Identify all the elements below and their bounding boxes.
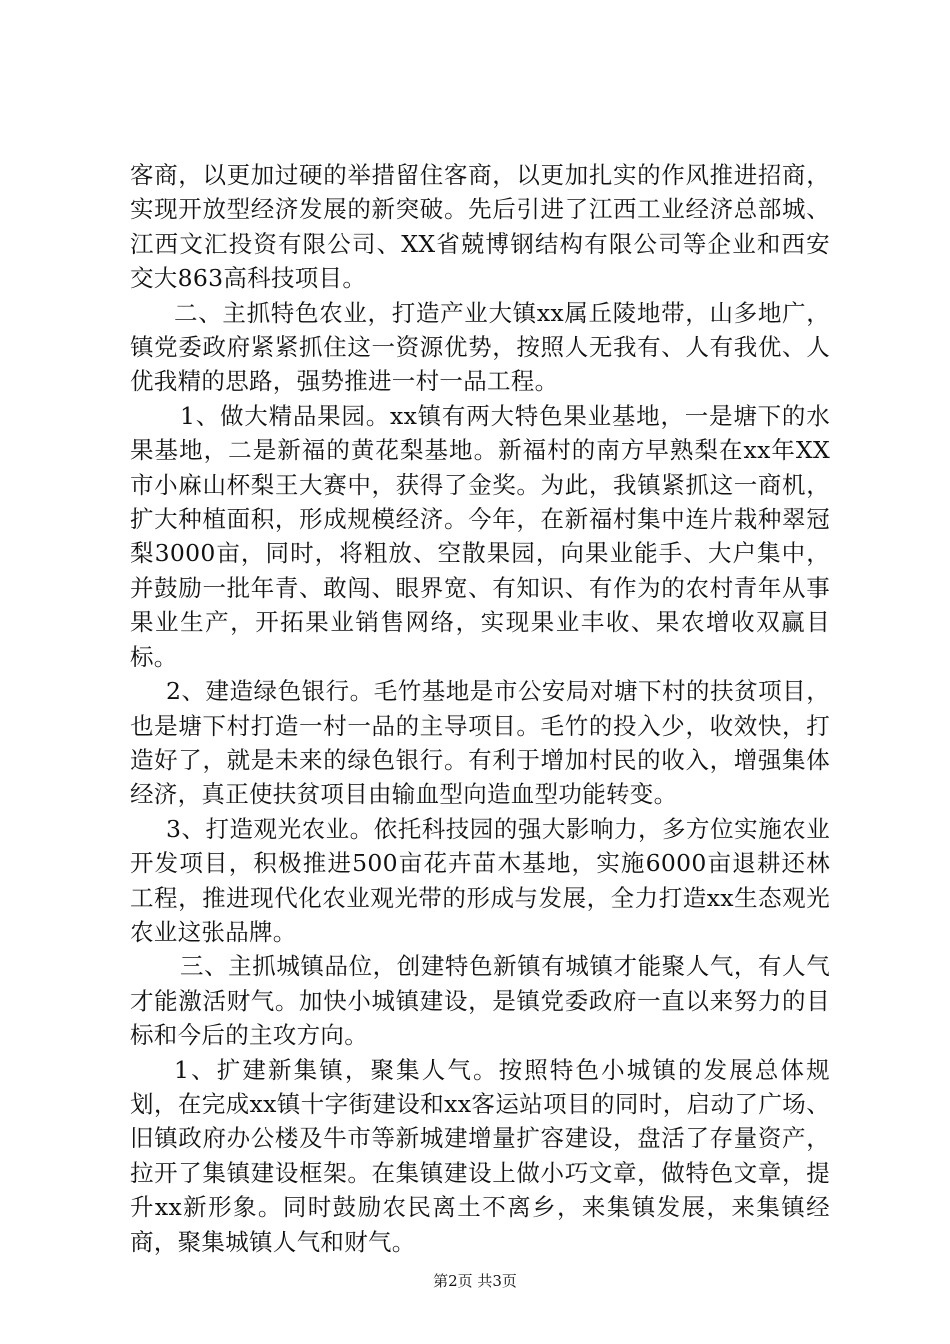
paragraph-new-town: 1、扩建新集镇，聚集人气。按照特色小城镇的发展总体规划，在完成xx镇十字街建设和xx客运站项目的同时，启动了广场、旧镇政府办公楼及牛市等新城建增量扩容建设，盘活了存量资产，拉开了集镇建设框架。在集镇建设上做小巧文章，做特色文章，提升xx新形象。同时鼓励农民离土不离乡，来集镇发展，来集镇经商，聚集城镇人气和财气。	[130, 1055, 830, 1256]
paragraph-section-three: 三、主抓城镇品位，创建特色新镇有城镇才能聚人气，有人气才能激活财气。加快小城镇建设，是镇党委政府一直以来努力的目标和今后的主攻方向。	[130, 952, 830, 1050]
document-body	[130, 158, 830, 1259]
paragraph-section-two: 二、主抓特色农业，打造产业大镇xx属丘陵地带，山多地广，镇党委政府紧紧抓住这一资源优势，按照人无我有、人有我优、人优我精的思路，强势推进一村一品工程。	[130, 298, 830, 396]
page-number-footer: 第2页 共3页	[433, 1272, 517, 1290]
paragraph-sightseeing-agriculture: 3、打造观光农业。依托科技园的强大影响力，多方位实施农业开发项目，积极推进500亩花卉苗木基地，实施6000亩退耕还林工程，推进现代化农业观光带的形成与发展，全力打造xx生态观光农业这张品牌。	[130, 814, 830, 946]
paragraph-green-bank: 2、建造绿色银行。毛竹基地是市公安局对塘下村的扶贫项目，也是塘下村打造一村一品的主导项目。毛竹的投入少，收效快，打造好了，就是未来的绿色银行。有利于增加村民的收入，增强集体经济，真正使扶贫项目由输血型向造血型功能转变。	[130, 677, 830, 809]
paragraph-orchard: 1、做大精品果园。xx镇有两大特色果业基地，一是塘下的水果基地，二是新福的黄花梨基地。新福村的南方早熟梨在xx年XX市小麻山杯梨王大赛中，获得了金奖。为此，我镇紧抓这一商机，扩大种植面积，形成规模经济。今年，在新福村集中连片栽种翠冠梨3000亩，同时，将粗放、空散果园，向果业能手、大户集中，并鼓励一批年青、敢闯、眼界宽、有知识、有作为的农村青年从事果业生产，开拓果业销售网络，实现果业丰收、果农增收双赢目标。	[130, 401, 830, 671]
paragraph-continued: 客商，以更加过硬的举措留住客商，以更加扎实的作风推进招商，实现开放型经济发展的新突破。先后引进了江西工业经济总部城、江西文汇投资有限公司、XX省兢博钢结构有限公司等企业和西安交大863高科技项目。	[130, 161, 830, 293]
